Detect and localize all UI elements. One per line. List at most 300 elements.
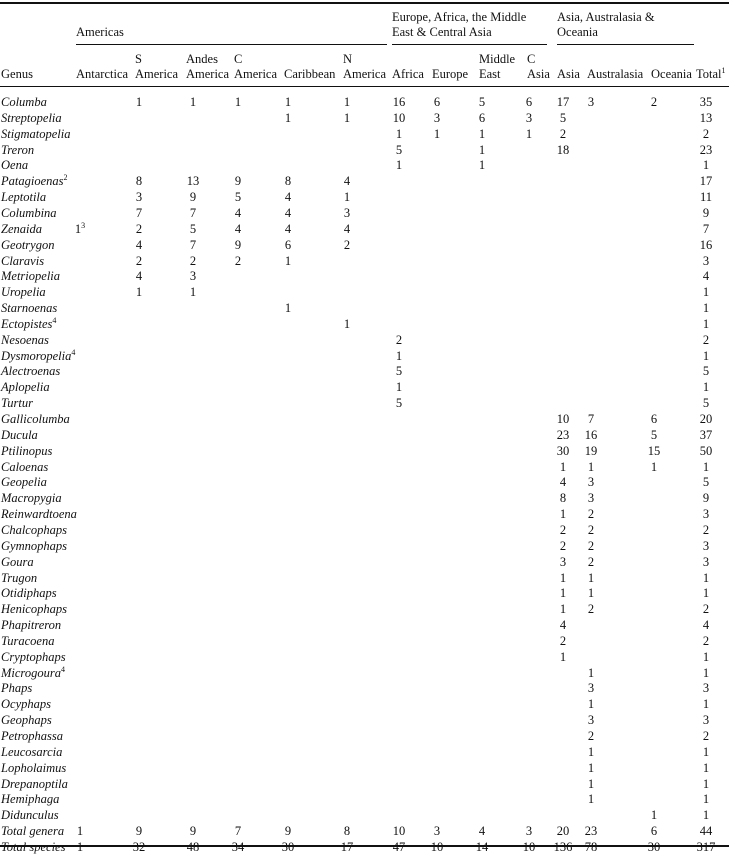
- count-cell: 1: [343, 316, 351, 331]
- genus-cell: Streptopelia: [1, 110, 62, 125]
- count-cell: 3: [433, 824, 441, 839]
- count-cell: 17: [699, 174, 713, 189]
- count-cell: 3: [587, 475, 595, 490]
- count-cell: 2: [702, 126, 710, 141]
- column-header-line1: [587, 52, 643, 67]
- count-cell: 37: [699, 427, 713, 442]
- table-row: [0, 332, 729, 348]
- genus-cell: Ectopistes$^4$: [1, 315, 57, 331]
- table-row: [0, 696, 729, 712]
- count-cell: 4: [234, 205, 242, 220]
- count-cell: 1: [650, 459, 658, 474]
- table-row: [0, 427, 729, 443]
- column-header: [135, 52, 178, 82]
- column-header-line2: America: [234, 67, 278, 81]
- column-header-line2: Africa: [392, 67, 424, 81]
- genus-cell: Ptilinopus: [1, 443, 53, 458]
- genus-cell: Petrophassa: [1, 729, 64, 743]
- group-europe-africa: Europe, Africa, the Middle East & Central Asia: [392, 10, 527, 39]
- count-cell: 1: [284, 301, 292, 316]
- count-cell: 1: [395, 158, 403, 173]
- count-cell: 1: [559, 602, 567, 617]
- column-header-line2: Asia: [557, 67, 580, 81]
- table-row: [0, 348, 729, 364]
- column-header: [527, 52, 550, 82]
- genus-cell: Chalcophaps: [1, 522, 67, 537]
- table-row: [0, 205, 729, 221]
- count-cell: 1: [587, 744, 595, 759]
- count-cell: 3: [587, 95, 595, 109]
- group-europe-africa-rule: [392, 44, 547, 45]
- table-row: [0, 253, 729, 269]
- count-cell: 1: [587, 776, 595, 791]
- column-header-line1: [432, 52, 468, 67]
- count-cell: 16: [392, 95, 406, 109]
- count-cell: 1: [702, 380, 710, 395]
- count-cell: 1: [702, 570, 710, 585]
- table-row: [0, 459, 729, 475]
- table-row: [0, 728, 729, 744]
- count-cell: 4: [135, 269, 143, 284]
- count-cell: 1: [702, 348, 710, 363]
- column-header-line1: [651, 52, 692, 67]
- count-cell: 15: [647, 443, 661, 458]
- column-header-line2: America: [186, 67, 230, 81]
- table-row: [0, 490, 729, 506]
- column-header-line1: Andes: [186, 52, 218, 66]
- group-asia-oceania: Asia, Australasia & Oceania: [557, 10, 655, 39]
- genus-cell: Reinwardtoena: [1, 507, 77, 522]
- count-cell: 3: [587, 713, 595, 728]
- count-cell: 1: [587, 760, 595, 775]
- column-header: [696, 52, 726, 82]
- count-cell: 3: [433, 110, 441, 125]
- genus-cell: Macropygia: [1, 491, 62, 506]
- table-row: [0, 744, 729, 760]
- genus-cell: Zenaida: [1, 221, 42, 236]
- count-cell: 1: [559, 586, 567, 601]
- count-cell: 20: [699, 412, 713, 426]
- table-row: [0, 506, 729, 522]
- count-cell: 2: [587, 522, 595, 537]
- column-header: [284, 52, 335, 82]
- count-cell: 3: [525, 110, 533, 125]
- column-header: [1, 52, 33, 82]
- column-header: [432, 52, 468, 82]
- genus-cell: Otidiphaps: [1, 586, 57, 601]
- count-cell: 9: [702, 491, 710, 506]
- count-cell: 30: [556, 443, 570, 458]
- count-cell: 2: [135, 253, 143, 268]
- table-row: [0, 221, 729, 237]
- genus-cell: Patagioenas$^2$: [1, 173, 68, 189]
- count-cell: 1: [478, 142, 486, 157]
- genus-cell: Leucosarcia: [1, 744, 63, 759]
- count-cell: 2: [587, 538, 595, 553]
- count-cell: 1: [587, 665, 595, 680]
- count-cell: 1: [395, 348, 403, 363]
- count-cell: 3: [702, 253, 710, 268]
- column-header: [651, 52, 692, 82]
- count-cell: 1: [702, 697, 710, 712]
- table-row: [0, 142, 729, 158]
- table-row: [0, 316, 729, 332]
- table-row: [0, 395, 729, 411]
- count-cell: 1: [234, 95, 242, 109]
- count-cell: 1: [702, 665, 710, 680]
- table-row: [0, 126, 729, 142]
- table-row: [0, 379, 729, 395]
- count-cell: 1: [395, 126, 403, 141]
- count-cell: 2: [702, 729, 710, 743]
- table-row: [0, 300, 729, 316]
- table-row: [0, 712, 729, 728]
- genus-cell: Total genera: [1, 824, 65, 839]
- genus-cell: Goura: [1, 554, 34, 569]
- group-americas-rule: [76, 44, 387, 45]
- genus-cell: Ducula: [1, 427, 38, 442]
- count-cell: 2: [234, 253, 242, 268]
- column-header: [76, 52, 128, 82]
- count-cell: 2: [587, 729, 595, 743]
- column-header: [186, 52, 229, 82]
- count-cell: 1: [135, 285, 143, 300]
- table-row: [0, 522, 729, 538]
- count-cell: 1: [702, 744, 710, 759]
- genus-cell: Gymnophaps: [1, 538, 67, 553]
- count-cell: 3: [525, 824, 533, 839]
- count-cell: 1: [587, 697, 595, 712]
- count-cell: 1: [702, 776, 710, 791]
- count-cell: 3: [702, 713, 710, 728]
- genus-cell: Starnoenas: [1, 301, 58, 316]
- count-cell: 23: [584, 824, 598, 839]
- count-cell: 35: [699, 95, 713, 109]
- genus-cell: Nesoenas: [1, 332, 49, 347]
- count-cell: 5: [395, 396, 403, 411]
- count-cell: 1: [587, 792, 595, 807]
- count-cell: 17: [556, 95, 570, 109]
- group-americas: Americas: [76, 25, 124, 39]
- genus-cell: Aplopelia: [1, 380, 50, 395]
- bottom-rule: [0, 845, 729, 847]
- count-cell: 4: [284, 190, 292, 205]
- count-cell: 2: [135, 221, 143, 236]
- genus-cell: Trugon: [1, 570, 38, 585]
- count-cell: 1: [702, 649, 710, 664]
- count-cell: 1: [284, 95, 292, 109]
- genus-cell: Lopholaimus: [1, 760, 67, 775]
- count-cell: 3: [135, 190, 143, 205]
- count-cell: 2: [587, 554, 595, 569]
- count-cell: 4: [702, 269, 710, 284]
- column-header-line2: Australasia: [587, 67, 644, 81]
- count-cell: 10: [392, 824, 406, 839]
- count-cell: 4: [559, 475, 567, 490]
- count-cell: 1: [559, 570, 567, 585]
- group-asia-oceania-rule: [557, 44, 694, 45]
- column-header-line1: N: [343, 52, 353, 66]
- table-row: [0, 237, 729, 253]
- count-cell: 5: [650, 427, 658, 442]
- column-header-line2: Asia: [527, 67, 550, 81]
- count-cell: 2: [559, 126, 567, 141]
- count-cell: 2: [702, 522, 710, 537]
- table-row: [0, 649, 729, 665]
- genus-cell: Hemiphaga: [1, 792, 60, 807]
- count-cell: 1: [559, 649, 567, 664]
- count-cell: 2: [587, 602, 595, 617]
- column-header-line2: Caribbean: [284, 67, 336, 81]
- count-cell: 7: [587, 412, 595, 426]
- count-cell: 9: [284, 824, 292, 839]
- count-cell: 1: [559, 507, 567, 522]
- column-header-line1: [284, 52, 335, 67]
- count-cell: 1: [189, 95, 197, 109]
- count-cell: 1: [650, 808, 658, 823]
- top-rule: [0, 2, 729, 4]
- count-cell: 9: [234, 174, 242, 189]
- genus-cell: Caloenas: [1, 459, 49, 474]
- count-cell: 1: [702, 301, 710, 316]
- column-header-line1: [696, 52, 726, 67]
- table-row: [0, 760, 729, 776]
- table-row: [0, 791, 729, 807]
- count-cell: 1: [702, 459, 710, 474]
- table-row: [0, 807, 729, 823]
- count-cell: 2: [559, 522, 567, 537]
- count-cell: 4: [702, 618, 710, 633]
- count-cell: 7: [135, 205, 143, 220]
- count-cell: 1: [525, 126, 533, 141]
- genus-cell: Oena: [1, 158, 29, 173]
- count-cell: 4: [284, 205, 292, 220]
- genus-cell: Geotrygon: [1, 237, 55, 252]
- count-cell: 3: [702, 538, 710, 553]
- count-cell: 1: [343, 190, 351, 205]
- genus-cell: Drepanoptila: [1, 776, 68, 791]
- column-header: [343, 52, 386, 82]
- table-row: [0, 633, 729, 649]
- genus-cell: Columba: [1, 95, 47, 109]
- count-cell: 2: [702, 602, 710, 617]
- count-cell: 1: [702, 285, 710, 300]
- count-cell: 3: [587, 681, 595, 696]
- genus-cell: Geophaps: [1, 713, 52, 728]
- genus-cell: Dysmoropelia$^4$: [1, 347, 76, 363]
- count-cell: 2: [395, 332, 403, 347]
- count-cell: 9: [135, 824, 143, 839]
- table-row: [0, 617, 729, 633]
- table-row: [0, 538, 729, 554]
- header-rule: [0, 86, 729, 87]
- count-cell: 19: [584, 443, 598, 458]
- count-cell: 1: [702, 792, 710, 807]
- count-cell: 5: [234, 190, 242, 205]
- column-header-line1: [1, 52, 33, 67]
- count-cell: $1^3$: [74, 220, 86, 236]
- count-cell: 8: [559, 491, 567, 506]
- count-cell: 1: [587, 570, 595, 585]
- count-cell: 1: [559, 459, 567, 474]
- count-cell: 7: [189, 205, 197, 220]
- count-cell: 10: [556, 412, 570, 426]
- table-row: [0, 189, 729, 205]
- column-header-line1: [557, 52, 580, 67]
- column-header-line1: [392, 52, 424, 67]
- count-cell: 1: [284, 110, 292, 125]
- count-cell: 23: [556, 427, 570, 442]
- count-cell: 2: [587, 507, 595, 522]
- count-cell: 4: [135, 237, 143, 252]
- count-cell: 1: [343, 95, 351, 109]
- genus-cell: Uropelia: [1, 285, 46, 300]
- count-cell: 7: [702, 221, 710, 236]
- genus-cell: Microgoura$^4$: [1, 664, 65, 680]
- table-row: [0, 680, 729, 696]
- count-cell: 1: [702, 760, 710, 775]
- count-cell: 1: [702, 586, 710, 601]
- count-cell: 3: [559, 554, 567, 569]
- table-row: [0, 665, 729, 681]
- count-cell: 1: [478, 126, 486, 141]
- genus-cell: Phapitreron: [1, 618, 62, 633]
- count-cell: 13: [186, 174, 200, 189]
- genus-cell: Stigmatopelia: [1, 126, 71, 141]
- count-cell: 4: [343, 221, 351, 236]
- count-cell: 5: [702, 396, 710, 411]
- count-cell: 4: [343, 174, 351, 189]
- count-cell: 2: [343, 237, 351, 252]
- genus-cell: Didunculus: [1, 808, 59, 823]
- count-cell: 9: [189, 824, 197, 839]
- count-cell: 16: [699, 237, 713, 252]
- column-header-line2: East: [479, 67, 501, 81]
- count-cell: 3: [702, 507, 710, 522]
- count-cell: 2: [189, 253, 197, 268]
- count-cell: 9: [234, 237, 242, 252]
- count-cell: 1: [587, 459, 595, 474]
- count-cell: 4: [559, 618, 567, 633]
- count-cell: 4: [234, 221, 242, 236]
- count-cell: 6: [433, 95, 441, 109]
- column-header-line2: America: [135, 67, 179, 81]
- genus-cell: Columbina: [1, 205, 57, 220]
- count-cell: 6: [525, 95, 533, 109]
- count-cell: 3: [343, 205, 351, 220]
- count-cell: 5: [702, 364, 710, 379]
- table-row: [0, 776, 729, 792]
- count-cell: 6: [650, 824, 658, 839]
- count-cell: 5: [478, 95, 486, 109]
- count-cell: 1: [76, 824, 84, 839]
- count-cell: 1: [433, 126, 441, 141]
- count-cell: 1: [587, 586, 595, 601]
- count-cell: 1: [284, 253, 292, 268]
- count-cell: 3: [702, 554, 710, 569]
- table-row: [0, 157, 729, 173]
- table-row: [0, 173, 729, 189]
- genus-cell: Geopelia: [1, 475, 47, 490]
- genus-cell: Treron: [1, 142, 35, 157]
- count-cell: 50: [699, 443, 713, 458]
- count-cell: 1: [189, 285, 197, 300]
- genus-cell: Ocyphaps: [1, 697, 51, 712]
- count-cell: 8: [284, 174, 292, 189]
- count-cell: 10: [392, 110, 406, 125]
- table-row: [0, 823, 729, 839]
- count-cell: 2: [702, 633, 710, 648]
- table-row: [0, 585, 729, 601]
- count-cell: 18: [556, 142, 570, 157]
- column-header-line1: [76, 52, 128, 67]
- column-header-line2: Total$^1$: [696, 65, 726, 81]
- count-cell: 5: [395, 364, 403, 379]
- table-row: [0, 268, 729, 284]
- column-header-line2: Antarctica: [76, 67, 129, 81]
- count-cell: 2: [702, 332, 710, 347]
- column-header-line2: Genus: [1, 67, 33, 81]
- count-cell: 23: [699, 142, 713, 157]
- count-cell: 5: [189, 221, 197, 236]
- count-cell: 2: [559, 633, 567, 648]
- genus-cell: Claravis: [1, 253, 45, 268]
- column-header-line1: C: [527, 52, 536, 66]
- count-cell: 1: [395, 380, 403, 395]
- count-cell: 1: [702, 158, 710, 173]
- column-header-line2: Europe: [432, 67, 469, 81]
- count-cell: 13: [699, 110, 713, 125]
- table-row: [0, 601, 729, 617]
- table-row: [0, 570, 729, 586]
- count-cell: 5: [395, 142, 403, 157]
- count-cell: 6: [478, 110, 486, 125]
- table-row: [0, 554, 729, 570]
- count-cell: 7: [234, 824, 242, 839]
- genus-cell: Cryptophaps: [1, 649, 66, 664]
- count-cell: 3: [189, 269, 197, 284]
- column-header-line1: Middle: [479, 52, 516, 66]
- genus-cell: Henicophaps: [1, 602, 67, 617]
- count-cell: 4: [284, 221, 292, 236]
- column-header: [479, 52, 515, 82]
- count-cell: 3: [702, 681, 710, 696]
- count-cell: 9: [189, 190, 197, 205]
- count-cell: 6: [284, 237, 292, 252]
- count-cell: 7: [189, 237, 197, 252]
- column-header: [392, 52, 424, 82]
- count-cell: 11: [699, 190, 713, 205]
- count-cell: 5: [702, 475, 710, 490]
- table-row: [0, 443, 729, 459]
- column-header-line1: C: [234, 52, 243, 66]
- count-cell: 9: [702, 205, 710, 220]
- count-cell: 1: [478, 158, 486, 173]
- count-cell: 20: [556, 824, 570, 839]
- count-cell: 5: [559, 110, 567, 125]
- count-cell: 16: [584, 427, 598, 442]
- count-cell: 6: [650, 412, 658, 426]
- table-row: [0, 363, 729, 379]
- count-cell: 2: [650, 95, 658, 109]
- column-header: [234, 52, 277, 82]
- column-header: [587, 52, 643, 82]
- genus-cell: Leptotila: [1, 190, 47, 205]
- genus-cell: Metriopelia: [1, 269, 61, 284]
- count-cell: 44: [699, 824, 713, 839]
- genus-cell: Gallicolumba: [1, 412, 70, 426]
- table-row: [0, 284, 729, 300]
